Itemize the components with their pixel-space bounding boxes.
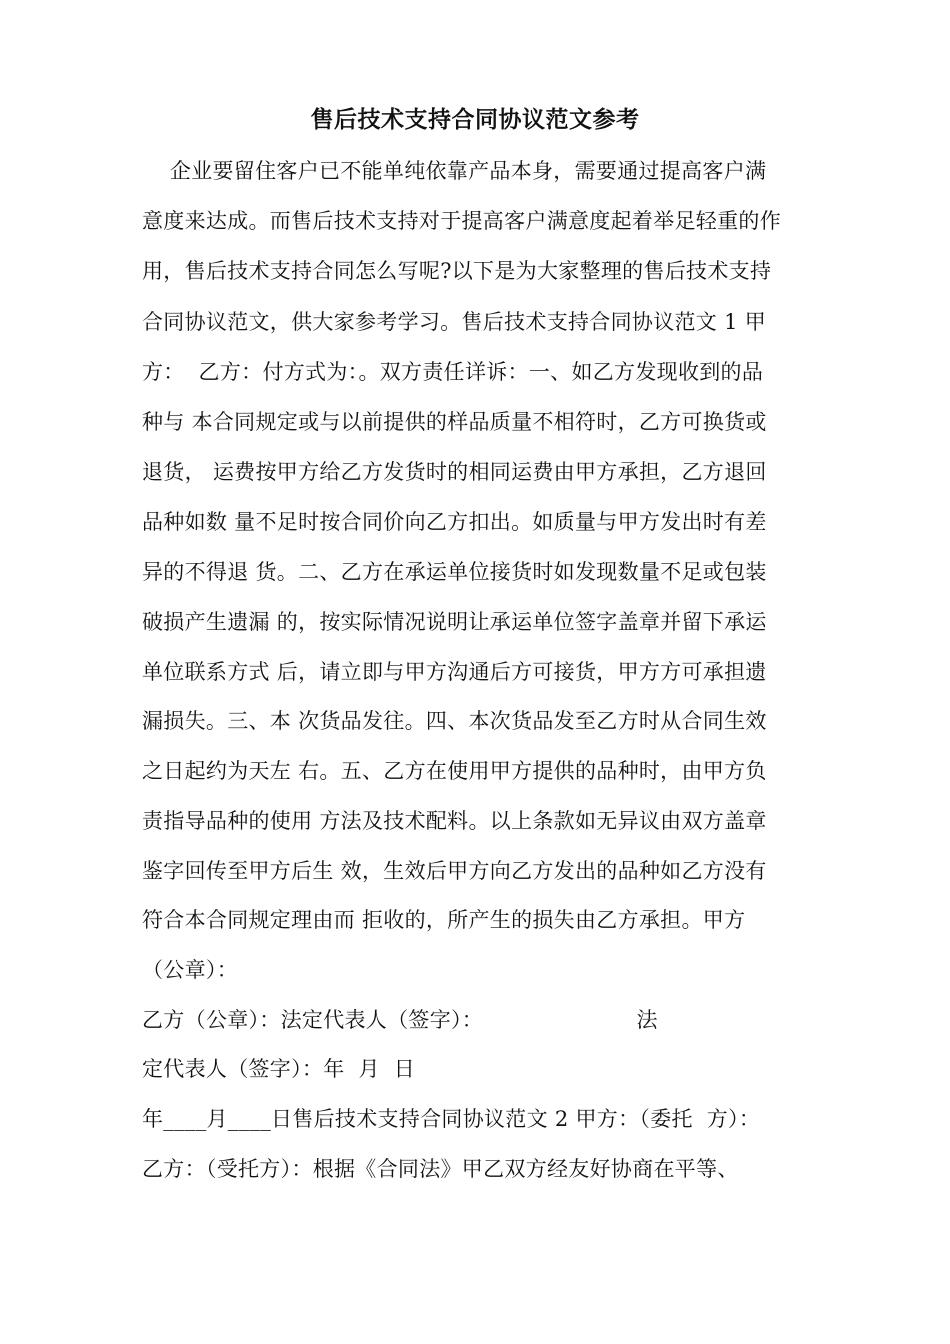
body-line: 退货， 运费按甲方给乙方发货时的相同运费由甲方承担，乙方退回 (142, 460, 767, 484)
body-line: 品种如数 量不足时按合同价向乙方扣出。如质量与甲方发出时有差 (142, 510, 767, 534)
body-line: （公章）： (142, 958, 238, 982)
body-line: 方： 乙方：付方式为：。双方责任详诉：一、如乙方发现收到的品 (142, 360, 764, 384)
body-line: 责指导品种的使用 方法及技术配料。以上条款如无异议由双方盖章 (142, 809, 767, 833)
body-line: 乙方：（受托方）：根据《合同法》甲乙双方经友好协商在平等、 (142, 1157, 739, 1181)
body-line: 合同协议范文，供大家参考学习。售后技术支持合同协议范文 1 甲 (142, 310, 767, 334)
body-line: 异的不得退 货。二、乙方在承运单位接货时如发现数量不足或包装 (142, 560, 767, 584)
body-line: 年____月____日售后技术支持合同协议范文 2 甲方：（委托 方）： (142, 1107, 761, 1131)
body-line: 之日起约为天左 右。五、乙方在使用甲方提供的品种时，由甲方负 (142, 759, 767, 783)
body-line: 破损产生遗漏 的，按实际情况说明让承运单位签字盖章并留下承运 (142, 610, 767, 634)
body-line: 意度来达成。而售后技术支持对于提高客户满意度起着举足轻重的作 (142, 209, 781, 233)
body-line: 种与 本合同规定或与以前提供的样品质量不相符时，乙方可换货或 (142, 410, 767, 434)
body-line: 用，售后技术支持合同怎么写呢?以下是为大家整理的售后技术支持 (142, 259, 772, 283)
body-line: 企业要留住客户已不能单纯依靠产品本身，需要通过提高客户满 (142, 159, 767, 183)
document-title: 售后技术支持合同协议范文参考 (310, 106, 640, 133)
signature-line: 定代表人（签字）：年 月 日 (142, 1057, 415, 1081)
body-line: 符合本合同规定理由而 拒收的，所产生的损失由乙方承担。甲方 (142, 908, 746, 932)
body-line: 漏损失。三、本 次货品发往。四、本次货品发至乙方时从合同生效 (142, 709, 767, 733)
body-line: 单位联系方式 后，请立即与甲方沟通后方可接货，甲方方可承担遗 (142, 660, 767, 684)
signature-line: 乙方（公章）：法定代表人（签字）： 法 (142, 1008, 658, 1032)
body-line: 鉴字回传至甲方后生 效，生效后甲方向乙方发出的品种如乙方没有 (142, 859, 767, 883)
